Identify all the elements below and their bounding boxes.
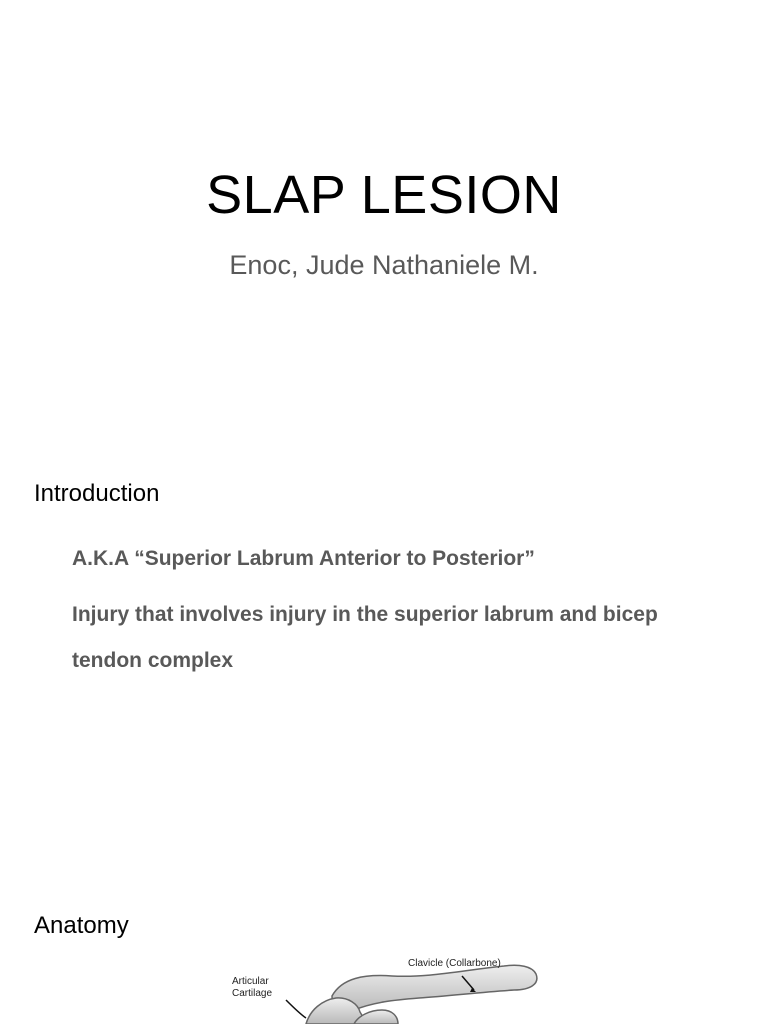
presentation-title: SLAP LESION (206, 165, 562, 225)
shoulder-anatomy-illustration (214, 952, 590, 1024)
bullet-item: A.K.A “Superior Labrum Anterior to Posterior” (72, 547, 535, 570)
bullet-item: Injury that involves injury in the superior labrum and bicep tendon complex (72, 603, 658, 672)
articular-cartilage-label-line2: Cartilage (232, 988, 273, 999)
title-slide (0, 0, 768, 432)
slide-heading: Introduction (34, 480, 160, 507)
articular-cartilage-label-line1: Articular (232, 976, 269, 987)
bullet-list (72, 536, 712, 694)
introduction-slide (0, 432, 768, 864)
clavicle-label: Clavicle (Collarbone) (408, 958, 501, 969)
slide-heading: Anatomy (34, 912, 129, 939)
author-name: Enoc, Jude Nathaniele M. (229, 250, 539, 280)
anatomy-slide (0, 864, 768, 1024)
